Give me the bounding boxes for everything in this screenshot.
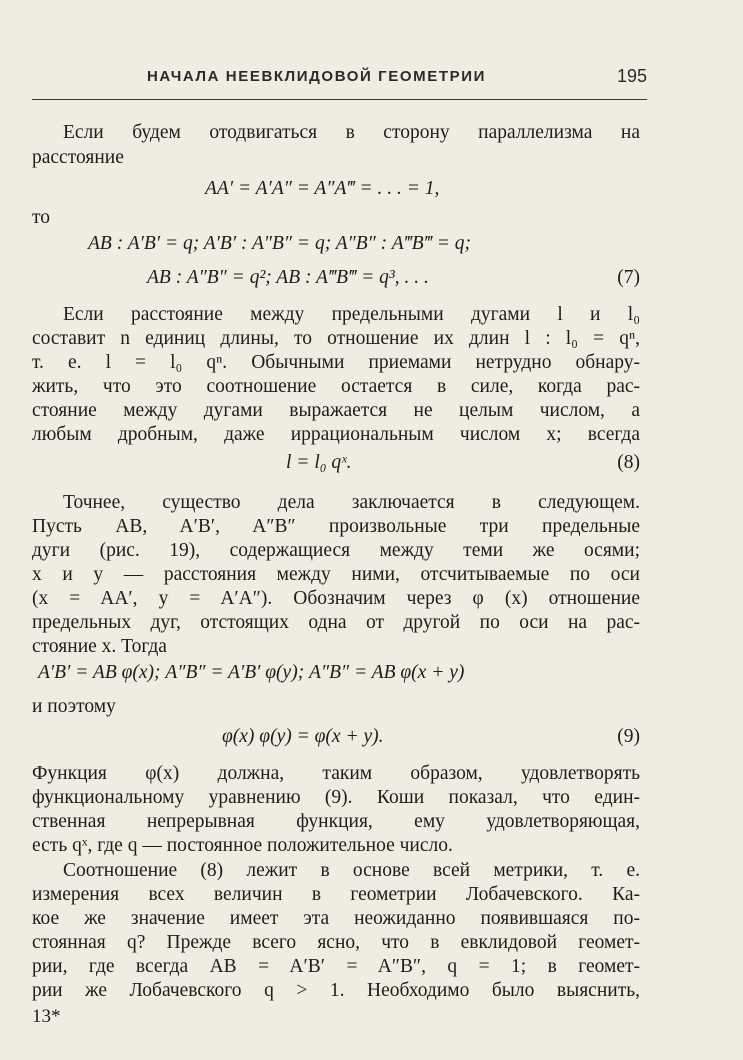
text-line: и поэтому [32, 696, 116, 717]
text-line: Точнее, существо дела заключается в следующем. [63, 492, 640, 513]
text-line: любым дробным, даже иррациональным числом x; всегда [32, 424, 640, 445]
text-line: Если будем отодвигаться в сторону параллелизма на [63, 122, 640, 143]
text-line: то [32, 207, 51, 228]
text-line: Если расстояние между предельными дугами l и l₀ [63, 304, 640, 325]
text-line: Соотношение (8) лежит в основе всей метрики, т. е. [63, 860, 640, 881]
text-line: т. е. l = l₀ qⁿ. Обычными приемами нетрудно обнару- [32, 352, 640, 373]
text-line: функциональному уравнению (9). Коши показал, что един- [32, 787, 640, 808]
formula-ratios-2: AB : A″B″ = q²; AB : A‴B‴ = q³, . . . [147, 267, 429, 288]
page-number: 195 [616, 66, 647, 86]
text-line: Функция φ(x) должна, таким образом, удовлетворять [32, 763, 640, 784]
formula-9: φ(x) φ(y) = φ(x + y). [222, 726, 384, 747]
text-line: жить, что это соотношение остается в силе, когда рас- [32, 376, 640, 397]
text-line: есть qˣ, где q — постоянное положительное число. [32, 835, 453, 856]
header-rule [32, 99, 647, 100]
signature-mark: 13* [32, 1006, 61, 1027]
equation-number-7: (7) [617, 267, 640, 288]
text-line: составит n единиц длины, то отношение их длин l : l₀ = qⁿ, [32, 328, 640, 349]
formula-distances: AA′ = A′A″ = A″A‴ = . . . = 1, [205, 178, 440, 199]
text-line: рии же Лобачевского q > 1. Необходимо было выяснить, [32, 980, 640, 1001]
text-line: (x = AA′, y = A′A″). Обозначим через φ (x) отношение [32, 588, 640, 609]
text-line: кое же значение имеет эта неожиданно появившаяся по- [32, 908, 640, 929]
formula-phi: A′B′ = AB φ(x); A″B″ = A′B′ φ(y); A″B″ = AB φ(x + y) [38, 662, 465, 683]
text-line: стояние между дугами выражается не целым числом, а [32, 400, 640, 421]
formula-8: l = l₀ qˣ. [286, 452, 352, 473]
formula-ratios-1: AB : A′B′ = q; A′B′ : A″B″ = q; A″B″ : A‴B‴ = q; [88, 233, 472, 254]
page-header [32, 66, 647, 90]
text-line: стоянная q? Прежде всего ясно, что в евклидовой геомет- [32, 932, 640, 953]
equation-number-9: (9) [617, 726, 640, 747]
text-line: Пусть AB, A′B′, A″B″ произвольные три предельные [32, 516, 640, 537]
text-line: стояние x. Тогда [32, 636, 167, 657]
text-line: расстояние [32, 147, 124, 168]
text-line: предельных дуг, отстоящих одна от другой по оси на рас- [32, 612, 640, 633]
running-head: НАЧАЛА НЕЕВКЛИДОВОЙ ГЕОМЕТРИИ [147, 68, 486, 85]
equation-number-8: (8) [617, 452, 640, 473]
text-line: рии, где всегда AB = A′B′ = A″B″, q = 1; в геомет- [32, 956, 640, 977]
text-line: ственная непрерывная функция, ему удовлетворяющая, [32, 811, 640, 832]
text-line: x и y — расстояния между ними, отсчитываемые по оси [32, 564, 640, 585]
text-line: дуги (рис. 19), содержащиеся между теми же осями; [32, 540, 640, 561]
text-line: измерения всех величин в геометрии Лобачевского. Ка- [32, 884, 640, 905]
